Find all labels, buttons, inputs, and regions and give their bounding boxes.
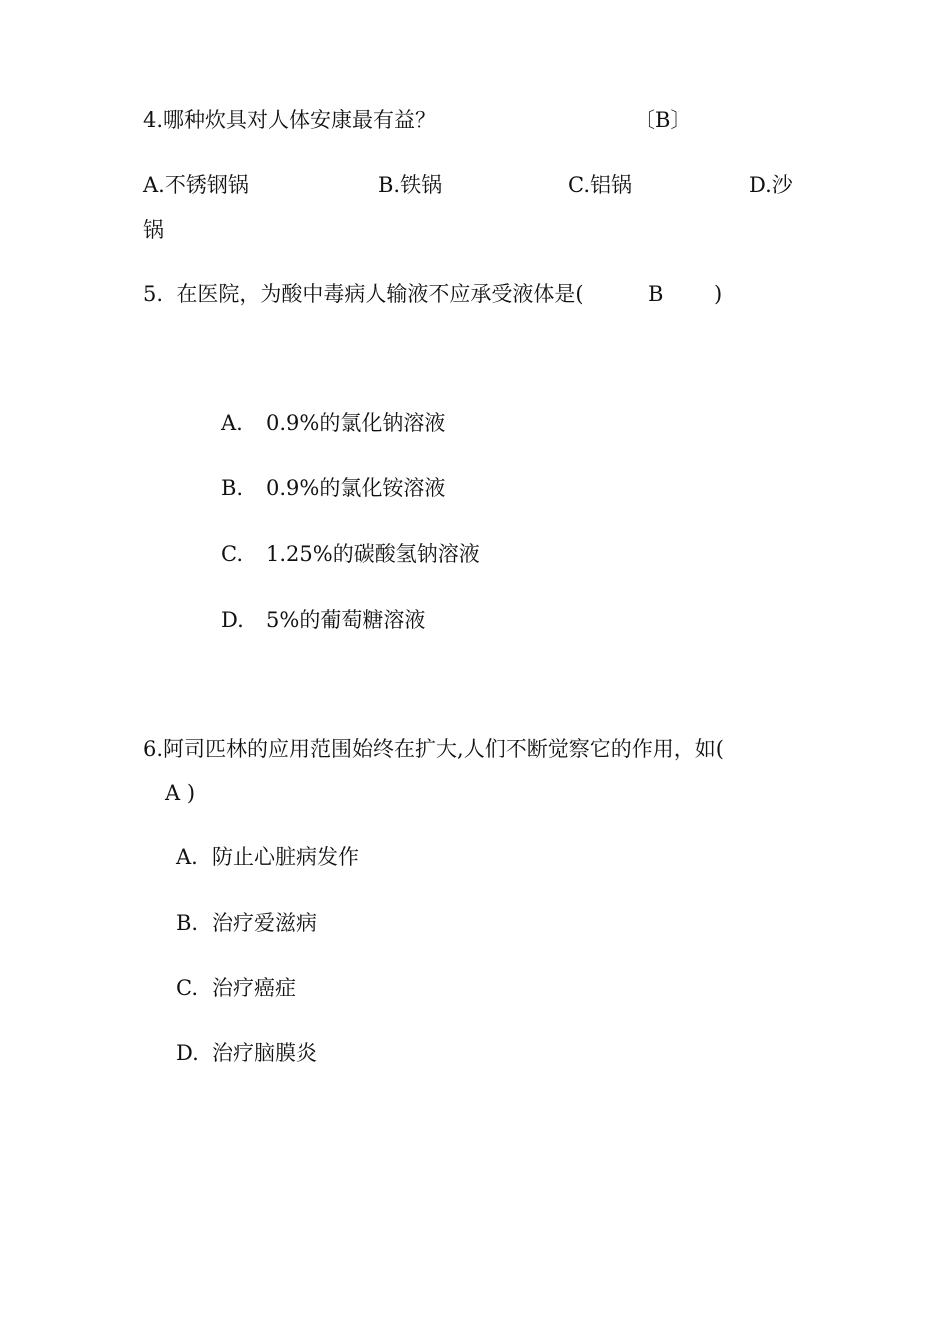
question-5-option-c-letter: C. xyxy=(221,542,243,566)
question-5-answer: B xyxy=(648,282,664,306)
question-6-option-b-text: 治疗爱滋病 xyxy=(212,911,317,935)
question-4-option-d: D.沙 xyxy=(749,173,793,197)
question-5-stem: 5. 在医院，为酸中毒病人输液不应承受液体是( xyxy=(143,282,584,306)
question-5-option-a-letter: A. xyxy=(221,411,243,435)
question-5-option-a-text: 0.9%的氯化钠溶液 xyxy=(266,411,446,435)
question-5-option-d-letter: D. xyxy=(221,608,244,632)
question-6-option-c-letter: C. xyxy=(176,976,198,1000)
question-6-option-a-letter: A. xyxy=(176,845,198,869)
question-6-option-d-letter: D. xyxy=(176,1041,199,1065)
question-5-option-b-text: 0.9%的氯化铵溶液 xyxy=(266,476,446,500)
question-4-stem: 4.哪种炊具对人体安康最有益？ xyxy=(143,108,437,132)
question-6-option-a-text: 防止心脏病发作 xyxy=(212,845,359,869)
question-4-option-c: C.铝锅 xyxy=(568,173,632,197)
question-5-close-paren: ) xyxy=(714,282,723,306)
question-5-option-d-text: 5%的葡萄糖溶液 xyxy=(266,608,426,632)
question-6-option-d-text: 治疗脑膜炎 xyxy=(212,1041,317,1065)
question-6-stem: 6.阿司匹林的应用范围始终在扩大,人们不断觉察它的作用，如( xyxy=(143,737,724,761)
question-6-answer: A ) xyxy=(165,781,196,805)
question-6-option-b-letter: B. xyxy=(176,911,199,935)
question-4-option-a: A.不锈钢锅 xyxy=(143,173,249,197)
question-4-option-b: B.铁锅 xyxy=(378,173,443,197)
question-5-option-c-text: 1.25%的碳酸氢钠溶液 xyxy=(266,542,480,566)
question-4-answer: 〔B〕 xyxy=(634,108,692,132)
question-5-option-b-letter: B. xyxy=(221,476,244,500)
question-6-option-c-text: 治疗癌症 xyxy=(212,976,296,1000)
question-4-option-d-wrap: 锅 xyxy=(143,218,164,242)
